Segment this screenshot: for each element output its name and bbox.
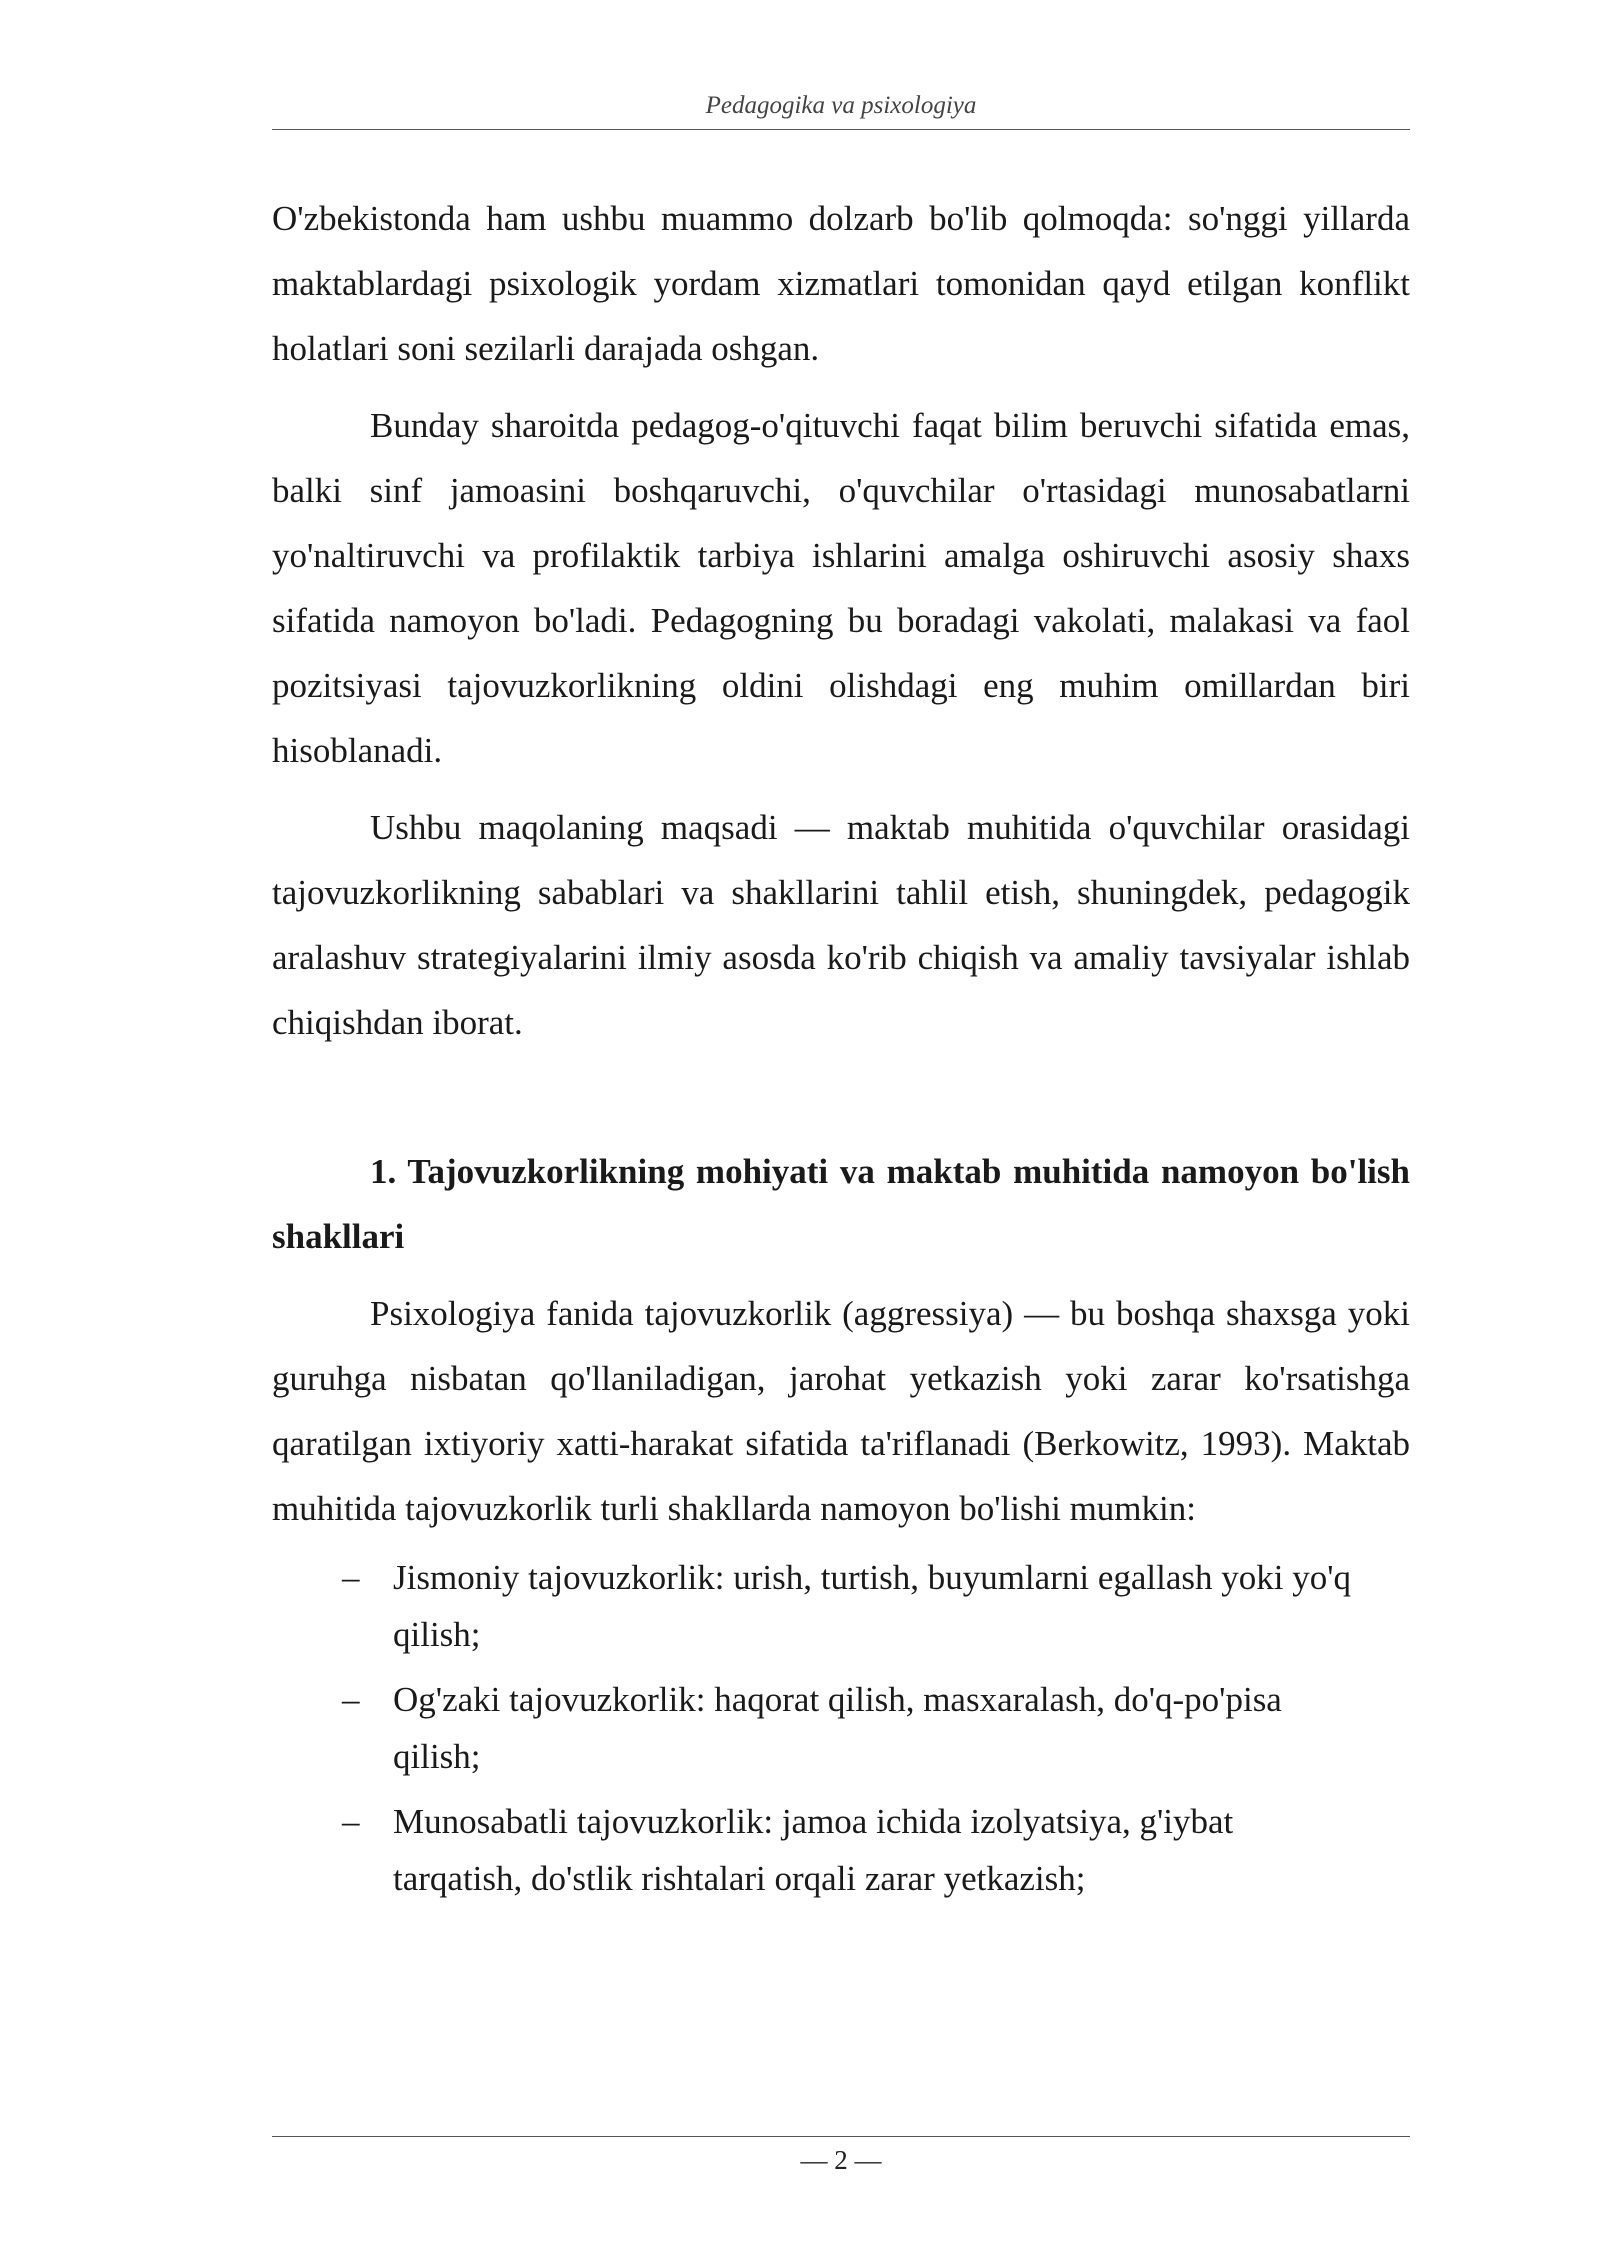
header-divider (272, 129, 1410, 130)
list-item (272, 1793, 1410, 1907)
list-dash-marker: – (342, 1680, 360, 1719)
list-item-text: Jismoniy tajovuzkorlik: urish, turtish, buyumlarni egallash yoki yo'q qilish; (393, 1558, 1352, 1654)
paragraph-teacher-role: Bunday sharoitda pedagog-o'qituvchi faqat bilim beruvchi sifatida emas, balki sinf jamoasini boshqaruvchi, o'quvchilar o'rtasidagi munosabatlarni yo'naltiruvchi va profilaktik tarbiya ishlarini amalga oshiruvchi asosiy shaxs sifatida namoyon bo'ladi. Pedagogning bu boradagi vakolati, malakasi va faol pozitsiyasi tajovuzkorlikning oldini olishdagi eng muhim omillardan biri hisoblanadi. (272, 406, 1410, 770)
list-item-text: Munosabatli tajovuzkorlik: jamoa ichida izolyatsiya, g'iybat tarqatish, do'stlik rishtalari orqali zarar yetkazish; (393, 1802, 1234, 1898)
list-item (272, 1671, 1410, 1785)
section-heading: 1. Tajovuzkorlikning mohiyati va maktab muhitida namoyon bo'lish shakllari (272, 1152, 1410, 1256)
aggression-forms-list (272, 1549, 1410, 1907)
running-header: Pedagogika va psixologiya (705, 92, 977, 119)
page-body (272, 186, 1410, 1915)
list-item-text: Og'zaki tajovuzkorlik: haqorat qilish, masxaralash, do'q-po'pisa qilish; (393, 1680, 1282, 1776)
page-number: — 2 — (800, 2145, 882, 2175)
paragraph-article-goal: Ushbu maqolaning maqsadi — maktab muhitida o'quvchilar orasidagi tajovuzkorlikning sabablari va shakllarini tahlil etish, shuningdek, pedagogik aralashuv strategiyalarini ilmiy asosda ko'rib chiqish va amaliy tavsiyalar ishlab chiqishdan iborat. (272, 808, 1410, 1042)
paragraph-aggression-definition: Psixologiya fanida tajovuzkorlik (aggressiya) — bu boshqa shaxsga yoki guruhga nisbatan qo'llaniladigan, jarohat yetkazish yoki zarar ko'rsatishga qaratilgan ixtiyoriy xatti-harakat sifatida ta'riflanadi (Berkowitz, 1993). Maktab muhitida tajovuzkorlik turli shakllarda namoyon bo'lishi mumkin: (272, 1294, 1410, 1528)
list-dash-marker: – (342, 1802, 360, 1841)
list-dash-marker: – (342, 1558, 360, 1597)
footer-divider (272, 2136, 1410, 2137)
document-page (272, 0, 1410, 2262)
list-item (272, 1549, 1410, 1663)
paragraph-intro-continuation: O'zbekistonda ham ushbu muammo dolzarb bo'lib qolmoqda: so'nggi yillarda maktablardagi psixologik yordam xizmatlari tomonidan qayd etilgan konflikt holatlari soni sezilarli darajada oshgan. (272, 199, 1410, 368)
